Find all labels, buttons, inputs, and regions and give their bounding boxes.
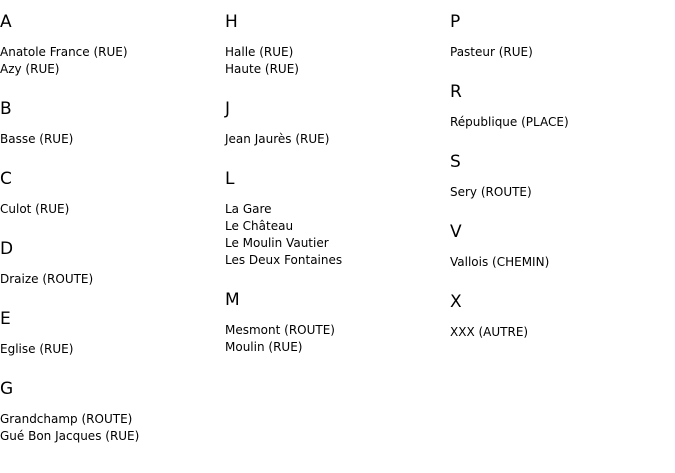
street-index-column-1 (0, 0, 220, 445)
street-list (0, 341, 220, 358)
street-list (450, 44, 670, 61)
street-list-item (225, 235, 445, 252)
street-link[interactable]: Culot (RUE) (0, 202, 70, 216)
street-link[interactable]: République (PLACE) (450, 115, 569, 129)
street-link[interactable]: Le Château (225, 219, 294, 233)
street-link[interactable]: La Gare (225, 202, 272, 216)
street-list (0, 271, 220, 288)
letter-group-v (450, 222, 670, 271)
letter-group-d (0, 239, 220, 288)
street-list (450, 254, 670, 271)
street-list-item (450, 44, 670, 61)
street-link[interactable]: Halle (RUE) (225, 45, 294, 59)
street-list-item (225, 131, 445, 148)
street-list-item (0, 44, 220, 61)
letter-heading: H (225, 12, 238, 32)
street-link[interactable]: Eglise (RUE) (0, 342, 74, 356)
letter-group-c (0, 169, 220, 218)
street-list-item (225, 322, 445, 339)
street-list-item (0, 61, 220, 78)
letter-heading: M (225, 290, 240, 310)
street-list (225, 322, 445, 356)
street-list (0, 44, 220, 78)
street-link[interactable]: Jean Jaurès (RUE) (225, 132, 330, 146)
street-list-item (225, 252, 445, 269)
letter-heading: A (0, 12, 12, 32)
letter-group-p (450, 12, 670, 61)
street-list (0, 201, 220, 218)
street-list (225, 131, 445, 148)
letter-group-l (225, 169, 445, 269)
letter-group-s (450, 152, 670, 201)
street-link[interactable]: XXX (AUTRE) (450, 325, 529, 339)
street-link[interactable]: Moulin (RUE) (225, 340, 303, 354)
street-list-item (225, 201, 445, 218)
street-list-item (0, 131, 220, 148)
street-link[interactable]: Azy (RUE) (0, 62, 60, 76)
letter-heading: V (450, 222, 462, 242)
street-link[interactable]: Gué Bon Jacques (RUE) (0, 429, 140, 443)
street-list (450, 184, 670, 201)
letter-group-e (0, 309, 220, 358)
street-list (225, 201, 445, 269)
letter-heading: L (225, 169, 235, 189)
letter-group-x (450, 292, 670, 341)
street-list (225, 44, 445, 78)
street-link[interactable]: Haute (RUE) (225, 62, 299, 76)
street-link[interactable]: Basse (RUE) (0, 132, 74, 146)
street-list-item (450, 324, 670, 341)
street-list-item (225, 218, 445, 235)
street-link[interactable]: Les Deux Fontaines (225, 253, 343, 267)
letter-heading: C (0, 169, 12, 189)
letter-heading: S (450, 152, 461, 172)
street-list-item (0, 341, 220, 358)
street-link[interactable]: Grandchamp (ROUTE) (0, 412, 133, 426)
street-index-column-2 (225, 0, 445, 356)
street-list-item (450, 114, 670, 131)
street-link[interactable]: Sery (ROUTE) (450, 185, 532, 199)
street-list-item (0, 201, 220, 218)
letter-group-m (225, 290, 445, 356)
street-list-item (225, 61, 445, 78)
street-list-item (450, 254, 670, 271)
street-list-item (225, 44, 445, 61)
street-list (0, 411, 220, 445)
street-list-item (0, 428, 220, 445)
street-list-item (450, 184, 670, 201)
street-list-item (0, 411, 220, 428)
letter-group-j (225, 99, 445, 148)
letter-heading: B (0, 99, 12, 119)
letter-heading: J (225, 99, 231, 119)
street-list (450, 324, 670, 341)
street-list-item (225, 339, 445, 356)
letter-heading: P (450, 12, 461, 32)
letter-heading: G (0, 379, 14, 399)
letter-group-g (0, 379, 220, 445)
street-list-item (0, 271, 220, 288)
letter-group-r (450, 82, 670, 131)
street-link[interactable]: Anatole France (RUE) (0, 45, 128, 59)
street-index-column-3 (450, 0, 670, 341)
street-link[interactable]: Vallois (CHEMIN) (450, 255, 550, 269)
letter-heading: R (450, 82, 462, 102)
letter-group-h (225, 12, 445, 78)
letter-group-b (0, 99, 220, 148)
street-link[interactable]: Mesmont (ROUTE) (225, 323, 335, 337)
letter-heading: E (0, 309, 11, 329)
letter-heading: X (450, 292, 462, 312)
street-link[interactable]: Draize (ROUTE) (0, 272, 94, 286)
street-link[interactable]: Le Moulin Vautier (225, 236, 329, 250)
street-list (450, 114, 670, 131)
street-list (0, 131, 220, 148)
letter-heading: D (0, 239, 14, 259)
street-link[interactable]: Pasteur (RUE) (450, 45, 533, 59)
letter-group-a (0, 12, 220, 78)
